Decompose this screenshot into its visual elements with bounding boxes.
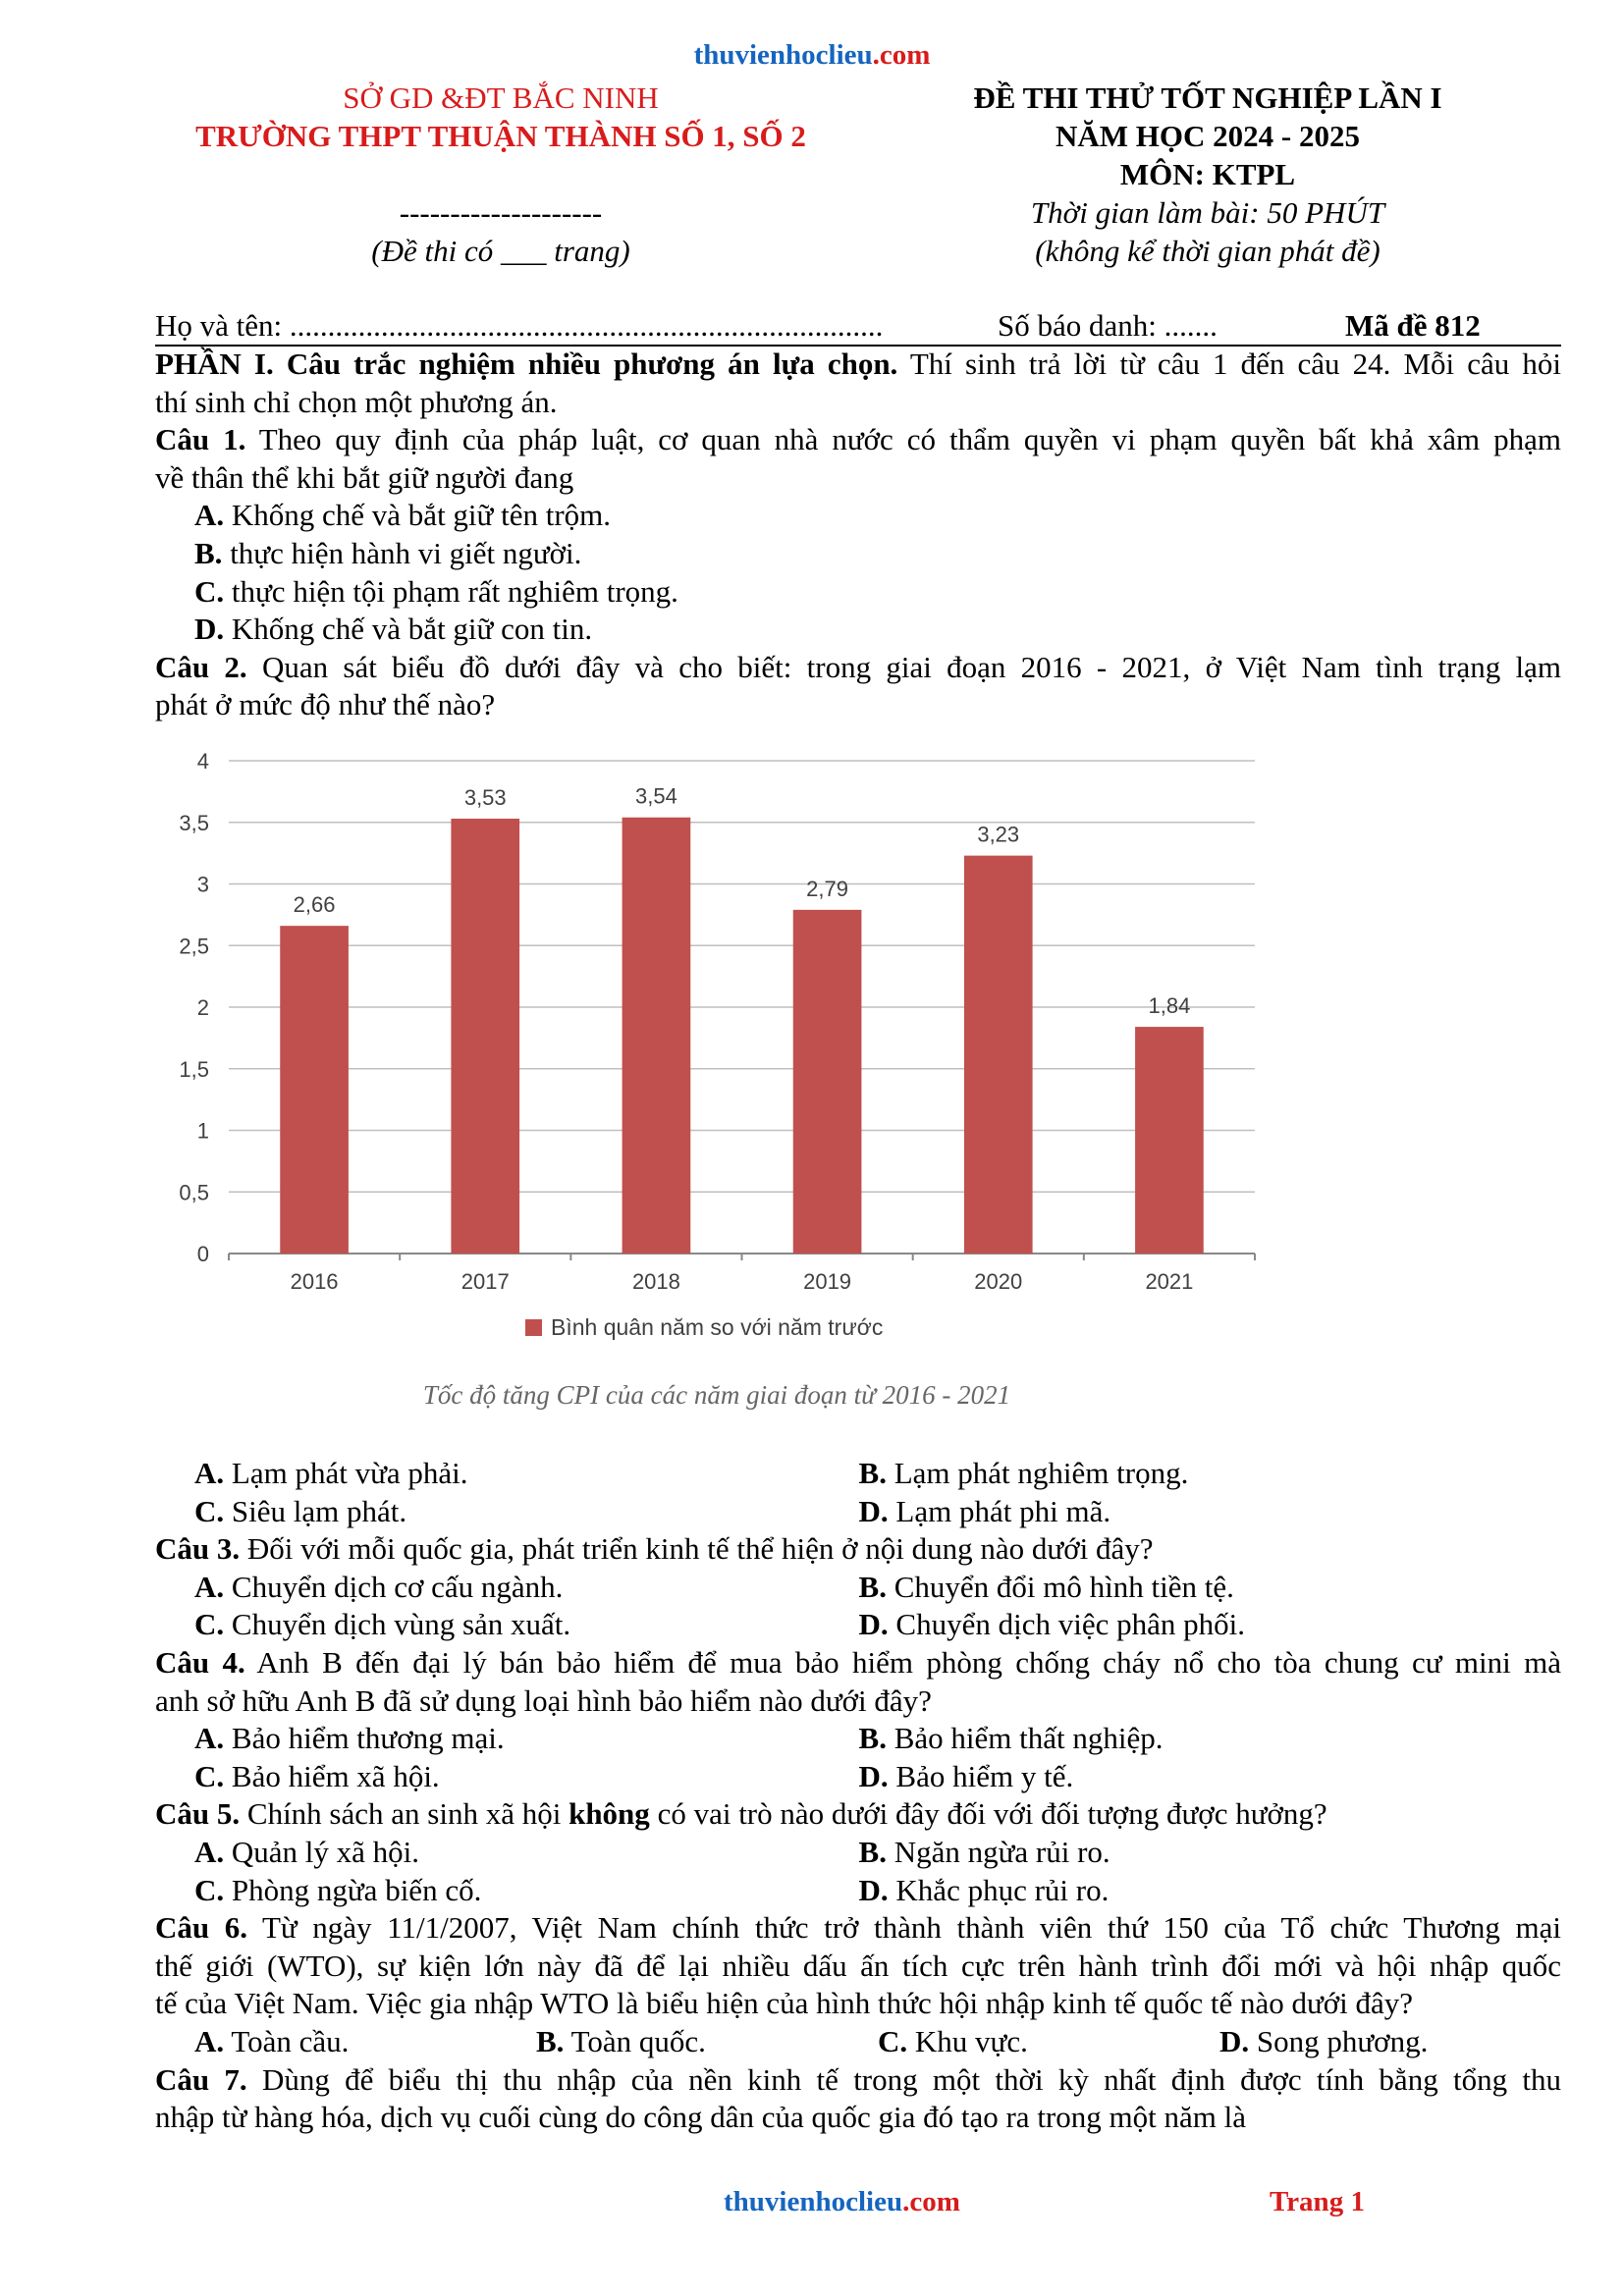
q4-line1: Câu 4. Anh B đến đại lý bán bảo hiểm để mua bảo hiểm phòng chống cháy nổ cho tòa chung cư mini mà bbox=[155, 1644, 1561, 1680]
q5-option-c: C. Phòng ngừa biến cố. bbox=[194, 1872, 482, 1907]
q4-option-a: A. Bảo hiểm thương mại. bbox=[194, 1721, 505, 1756]
questions-block-1 bbox=[155, 346, 1561, 724]
q5-option-d: D. Khắc phục rủi ro. bbox=[858, 1872, 1110, 1907]
q6-option-b: B. Toàn quốc. bbox=[536, 2023, 706, 2058]
q1-option-b: B. thực hiện hành vi giết người. bbox=[194, 535, 582, 570]
q4-label: Câu 4. bbox=[155, 1644, 245, 1680]
data-label: 3,23 bbox=[977, 822, 1020, 847]
exam-time-note: (không kể thời gian phát đề) bbox=[1035, 234, 1380, 268]
exam-title: ĐỀ THI THỬ TỐT NGHIỆP LẦN I bbox=[973, 80, 1442, 115]
q4-options-row2 bbox=[155, 1758, 1561, 1796]
x-tick-label: 2019 bbox=[803, 1269, 852, 1294]
chart-bar bbox=[280, 926, 349, 1254]
q7-label: Câu 7. bbox=[155, 2061, 247, 2097]
q2-line2: phát ở mức độ như thế nào? bbox=[155, 687, 496, 722]
q5-label: Câu 5. bbox=[155, 1796, 241, 1832]
exam-time: Thời gian làm bài: 50 PHÚT bbox=[1030, 195, 1385, 230]
q3-option-d: D. Chuyển dịch việc phân phối. bbox=[858, 1607, 1245, 1642]
part1-line2: thí sinh chỉ chọn một phương án. bbox=[155, 384, 558, 419]
q2-label: Câu 2. bbox=[155, 649, 247, 684]
y-tick-label: 3 bbox=[196, 872, 209, 897]
q3-line1: Câu 3. Đối với mỗi quốc gia, phát triển kinh tế thể hiện ở nội dung nào dưới đây? bbox=[155, 1531, 1154, 1567]
chart-bar bbox=[451, 819, 519, 1254]
questions-block-2 bbox=[155, 1455, 1561, 2137]
q2-option-a: A. Lạm phát vừa phải. bbox=[194, 1456, 468, 1490]
pages-note: (Đề thi có ___ trang) bbox=[371, 234, 630, 268]
page-number bbox=[1270, 2186, 1365, 2218]
y-tick-label: 2 bbox=[196, 995, 209, 1020]
q2-option-b: B. Lạm phát nghiêm trọng. bbox=[858, 1456, 1189, 1490]
y-tick-label: 0 bbox=[196, 1242, 209, 1266]
school-name: TRƯỜNG THPT THUẬN THÀNH SỐ 1, SỐ 2 bbox=[195, 119, 806, 153]
q2-options-row2 bbox=[155, 1493, 1561, 1531]
y-tick-label: 0,5 bbox=[179, 1180, 209, 1205]
part1-instruction: Thí sinh trả lời từ câu 1 đến câu 24. Mỗi câu hỏi bbox=[897, 347, 1561, 381]
x-tick-label: 2016 bbox=[290, 1269, 339, 1294]
x-tick-label: 2017 bbox=[460, 1269, 510, 1294]
name-field: Họ và tên: .............................................................................. bbox=[155, 308, 884, 343]
chart-caption: Tốc độ tăng CPI của các năm giai đoạn từ 2016 - 2021 bbox=[422, 1380, 1011, 1410]
q6-line1: Câu 6. Từ ngày 11/1/2007, Việt Nam chính thức trở thành thành viên thứ 150 của Tổ chức Thương mại bbox=[155, 1910, 1561, 1946]
site-name: thuvienhoclieu bbox=[693, 39, 873, 71]
subject: MÔN: KTPL bbox=[1119, 157, 1296, 191]
header-left bbox=[147, 79, 854, 270]
part1-title: PHẦN I. Câu trắc nghiệm nhiều phương án lựa chọn. bbox=[155, 347, 898, 381]
q3-option-b: B. Chuyển đổi mô hình tiền tệ. bbox=[858, 1569, 1234, 1604]
q5-option-a: A. Quản lý xã hội. bbox=[194, 1834, 420, 1869]
q7-line2: nhập từ hàng hóa, dịch vụ cuối cùng do công dân của quốc gia đó tạo ra trong một năm là bbox=[155, 2100, 1246, 2135]
footer-site-name: thuvienhoclieu bbox=[724, 2186, 903, 2217]
exam-code: Mã đề 812 bbox=[1345, 308, 1481, 343]
q3-option-c: C. Chuyển dịch vùng sản xuất. bbox=[194, 1607, 571, 1642]
chart-bar bbox=[1135, 1027, 1204, 1254]
q7-line1: Câu 7. Dùng để biểu thị thu nhập của nền kinh tế trong một thời kỳ nhất định được tính bằng tổng thu bbox=[155, 2061, 1561, 2097]
candidate-number-field: Số báo danh: ....... bbox=[998, 308, 1218, 343]
x-tick-label: 2020 bbox=[974, 1269, 1023, 1294]
part1-line1 bbox=[155, 346, 1561, 384]
data-label: 1,84 bbox=[1148, 993, 1191, 1019]
q5-option-b: B. Ngăn ngừa rủi ro. bbox=[858, 1834, 1110, 1869]
q4-option-b: B. Bảo hiểm thất nghiệp. bbox=[858, 1721, 1164, 1756]
page-label: Trang 1 bbox=[1270, 2186, 1365, 2217]
q1-option-c: C. thực hiện tội phạm rất nghiêm trọng. bbox=[194, 573, 678, 609]
q5-options-row2 bbox=[155, 1872, 1561, 1910]
chart-bar bbox=[623, 818, 691, 1254]
q2-option-c: C. Siêu lạm phát. bbox=[194, 1493, 407, 1528]
q6-option-c: C. Khu vực. bbox=[878, 2023, 1028, 2058]
q2-option-d: D. Lạm phát phi mã. bbox=[858, 1493, 1111, 1528]
cpi-chart bbox=[155, 736, 1274, 1433]
footer-site-domain: .com bbox=[902, 2186, 960, 2217]
q1-option-a: A. Khống chế và bắt giữ tên trộm. bbox=[194, 498, 612, 533]
legend-label: Bình quân năm so với năm trước bbox=[551, 1314, 884, 1340]
school-year: NĂM HỌC 2024 - 2025 bbox=[1056, 119, 1360, 153]
site-domain: .com bbox=[872, 39, 931, 71]
q6-option-a: A. Toàn cầu. bbox=[194, 2023, 350, 2058]
header-right bbox=[913, 79, 1502, 270]
legend-swatch bbox=[525, 1319, 542, 1336]
y-tick-label: 3,5 bbox=[179, 810, 209, 835]
x-tick-label: 2018 bbox=[631, 1269, 680, 1294]
data-label: 3,54 bbox=[635, 783, 677, 809]
data-label: 2,66 bbox=[293, 892, 336, 918]
q2-line1 bbox=[155, 649, 1561, 687]
q3-label: Câu 3. bbox=[155, 1531, 241, 1567]
q1-option-d: D. Khống chế và bắt giữ con tin. bbox=[194, 612, 593, 647]
department-name: SỞ GD &ĐT BẮC NINH bbox=[343, 80, 659, 115]
q6-options-row bbox=[155, 2023, 1561, 2061]
q3-options-row2 bbox=[155, 1606, 1561, 1644]
q4-option-c: C. Bảo hiểm xã hội. bbox=[194, 1758, 440, 1793]
q2-options-row1 bbox=[155, 1455, 1561, 1493]
y-tick-label: 1 bbox=[196, 1118, 209, 1144]
q3-options-row1 bbox=[155, 1569, 1561, 1607]
q6-option-d: D. Song phương. bbox=[1219, 2023, 1429, 2058]
q5-emphasis: không bbox=[568, 1796, 650, 1832]
x-tick-label: 2021 bbox=[1145, 1269, 1194, 1294]
q4-line2: anh sở hữu Anh B đã sử dụng loại hình bảo hiểm nào dưới đây? bbox=[155, 1682, 932, 1718]
site-header bbox=[0, 39, 1624, 72]
chart-bar bbox=[964, 856, 1033, 1254]
q3-option-a: A. Chuyển dịch cơ cấu ngành. bbox=[194, 1569, 564, 1604]
q5-line1: Câu 5. Chính sách an sinh xã hội không có vai trò nào dưới đây đối với đối tượng được hưởng? bbox=[155, 1796, 1327, 1832]
q6-line2: thế giới (WTO), sự kiện lớn này đã để lại nhiều dấu ấn tích cực trên hành trình đổi mới và hội nhập quốc bbox=[155, 1948, 1561, 1983]
y-tick-label: 4 bbox=[196, 749, 209, 774]
q6-label: Câu 6. bbox=[155, 1910, 247, 1946]
cpi-bar-chart bbox=[155, 736, 1274, 1433]
q2-text1: Quan sát biểu đồ dưới đây và cho biết: trong giai đoạn 2016 - 2021, ở Việt Nam tình trạng lạm bbox=[246, 649, 1561, 684]
footer-site bbox=[724, 2186, 960, 2218]
q4-options-row1 bbox=[155, 1720, 1561, 1758]
chart-bar bbox=[793, 910, 862, 1254]
q1-text1: Theo quy định của pháp luật, cơ quan nhà nước có thẩm quyền vi phạm quyền bất khả xâm phạm bbox=[245, 422, 1561, 457]
y-tick-label: 2,5 bbox=[179, 934, 209, 959]
data-label: 2,79 bbox=[806, 876, 848, 901]
q4-option-d: D. Bảo hiểm y tế. bbox=[858, 1758, 1074, 1793]
q6-line3: tế của Việt Nam. Việc gia nhập WTO là biểu hiện của hình thức hội nhập kinh tế quốc tế nào dưới đây? bbox=[155, 1986, 1414, 2021]
q1-line2: về thân thể khi bắt giữ người đang bbox=[155, 459, 574, 495]
y-tick-label: 1,5 bbox=[179, 1056, 209, 1082]
q5-options-row1 bbox=[155, 1834, 1561, 1872]
q1-line1 bbox=[155, 421, 1561, 459]
q1-label: Câu 1. bbox=[155, 422, 246, 457]
dashes-divider: -------------------- bbox=[399, 195, 603, 230]
data-label: 3,53 bbox=[463, 784, 507, 810]
